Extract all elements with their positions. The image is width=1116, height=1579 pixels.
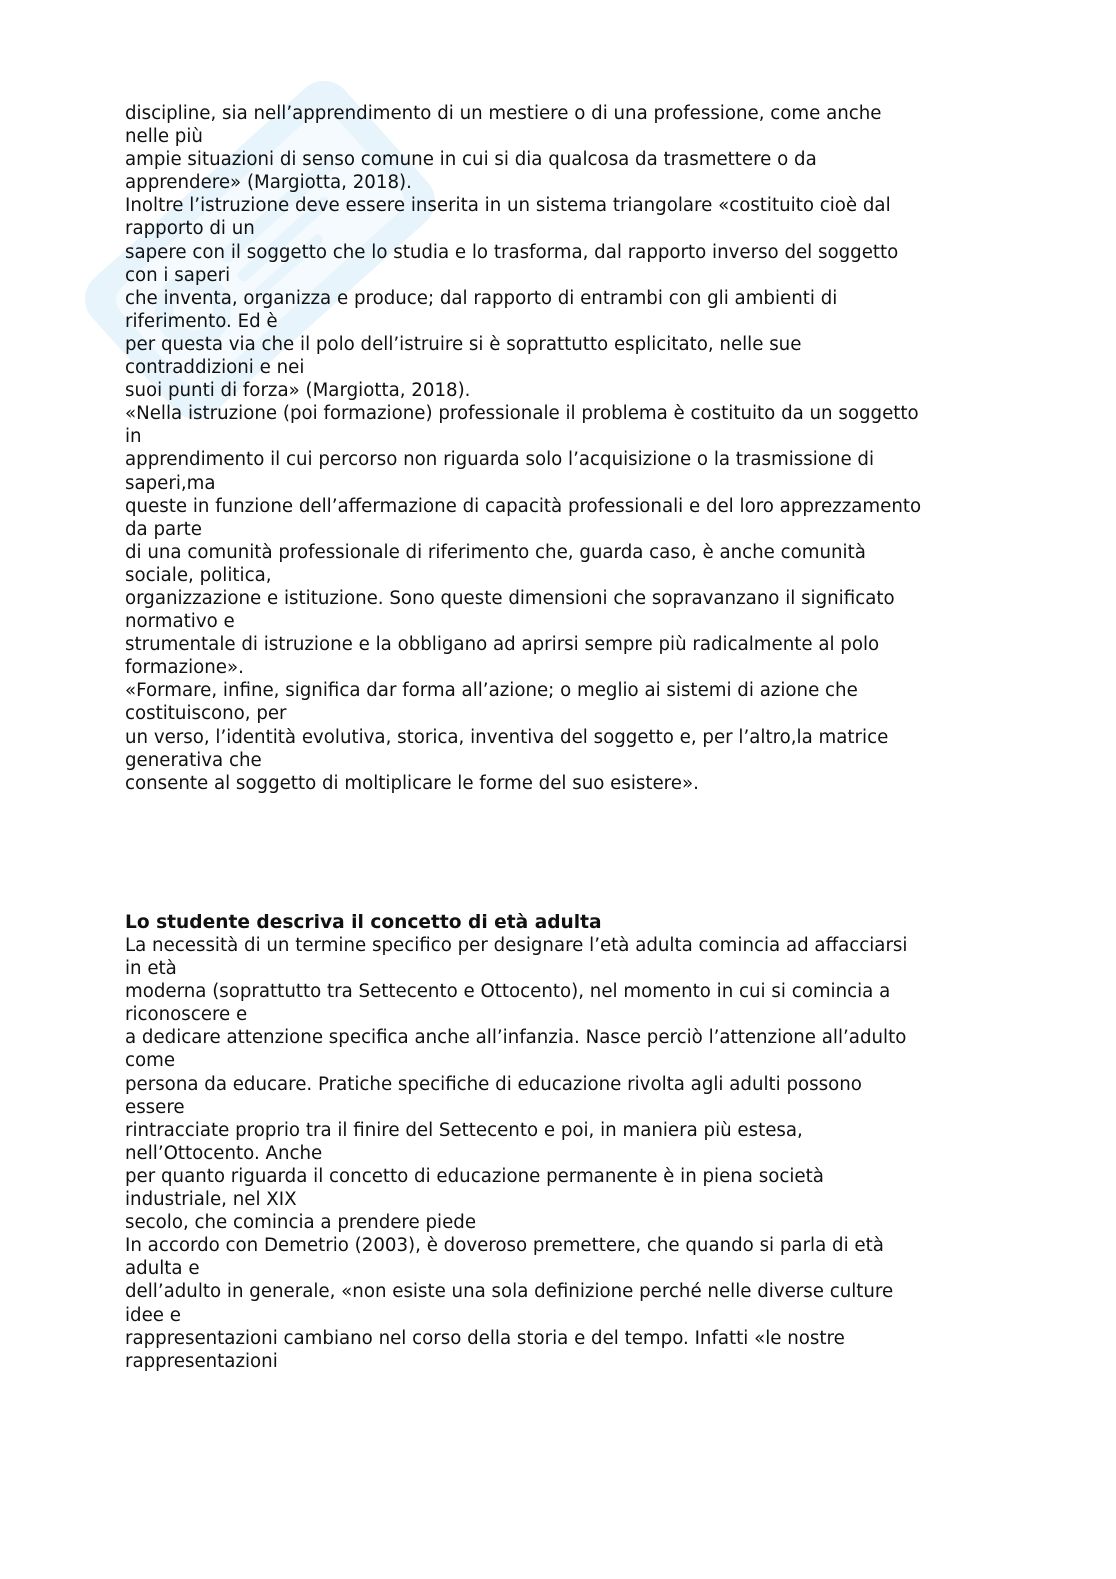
text-line: essere xyxy=(125,1096,185,1118)
text-line: in età xyxy=(125,958,177,980)
text-line: consente al soggetto di moltiplicare le forme del suo esistere». xyxy=(125,772,699,794)
text-line: formazione». xyxy=(125,657,244,679)
text-line: nell’Ottocento. Anche xyxy=(125,1142,323,1164)
text-line: un verso, l’identità evolutiva, storica, inventiva del soggetto e, per l’altro,la matrice xyxy=(125,726,889,748)
text-line: «Formare, infine, significa dar forma all’azione; o meglio ai sistemi di azione che xyxy=(125,680,858,702)
text-line: per quanto riguarda il concetto di educazione permanente è in piena società xyxy=(125,1165,824,1187)
text-line: da parte xyxy=(125,518,202,540)
text-line: come xyxy=(125,1050,176,1072)
body-text-block-2 xyxy=(125,934,1005,1373)
text-line: sociale, politica, xyxy=(125,564,272,586)
text-line: queste in funzione dell’affermazione di capacità professionali e del loro apprezzamento xyxy=(125,495,922,517)
text-line: a dedicare attenzione specifica anche all’infanzia. Nasce perciò l’attenzione all’adulto xyxy=(125,1027,907,1049)
text-line: adulta e xyxy=(125,1258,200,1280)
text-line: in xyxy=(125,426,142,448)
text-line: rintracciate proprio tra il finire del Settecento e poi, in maniera più estesa, xyxy=(125,1119,803,1141)
text-line: discipline, sia nell’apprendimento di un mestiere o di una professione, come anche xyxy=(125,103,882,124)
text-line: rappresentazioni xyxy=(125,1350,278,1372)
text-line: generativa che xyxy=(125,749,262,771)
text-line: ampie situazioni di senso comune in cui si dia qualcosa da trasmettere o da xyxy=(125,149,817,171)
text-line: apprendere» (Margiotta, 2018). xyxy=(125,172,412,194)
text-line: nelle più xyxy=(125,126,203,148)
section-heading: Lo studente descriva il concetto di età adulta xyxy=(125,912,602,933)
text-line: industriale, nel XIX xyxy=(125,1189,297,1211)
text-line: rappresentazioni cambiano nel corso della storia e del tempo. Infatti «le nostre xyxy=(125,1327,845,1349)
text-line: suoi punti di forza» (Margiotta, 2018). xyxy=(125,380,471,402)
text-line: costituiscono, per xyxy=(125,703,287,725)
text-line: idee e xyxy=(125,1304,181,1326)
text-line: In accordo con Demetrio (2003), è doveroso premettere, che quando si parla di età xyxy=(125,1235,884,1257)
text-line: organizzazione e istituzione. Sono queste dimensioni che sopravanzano il significato xyxy=(125,587,895,609)
text-line: secolo, che comincia a prendere piede xyxy=(125,1212,477,1234)
text-line: che inventa, organizza e produce; dal rapporto di entrambi con gli ambienti di xyxy=(125,287,838,309)
text-line: strumentale di istruzione e la obbligano ad aprirsi sempre più radicalmente al polo xyxy=(125,634,880,656)
text-line: riconoscere e xyxy=(125,1004,248,1026)
text-line: contraddizioni e nei xyxy=(125,357,305,379)
text-line: di una comunità professionale di riferimento che, guarda caso, è anche comunità xyxy=(125,541,866,563)
text-line: con i saperi xyxy=(125,264,231,286)
text-line: Inoltre l’istruzione deve essere inserita in un sistema triangolare «costituito cioè dal xyxy=(125,195,891,217)
text-line: moderna (soprattutto tra Settecento e Ottocento), nel momento in cui si comincia a xyxy=(125,981,891,1003)
text-line: riferimento. Ed è xyxy=(125,310,278,332)
text-line: saperi,ma xyxy=(125,472,216,494)
text-line: sapere con il soggetto che lo studia e lo trasforma, dal rapporto inverso del soggetto xyxy=(125,241,899,263)
body-text-block-1 xyxy=(125,102,1005,795)
text-line: apprendimento il cui percorso non riguarda solo l’acquisizione o la trasmissione di xyxy=(125,449,875,471)
text-line: «Nella istruzione (poi formazione) professionale il problema è costituito da un soggetto xyxy=(125,403,919,425)
text-line: dell’adulto in generale, «non esiste una sola definizione perché nelle diverse culture xyxy=(125,1281,894,1303)
text-line: per questa via che il polo dell’istruire si è soprattutto esplicitato, nelle sue xyxy=(125,333,802,355)
text-line: La necessità di un termine specifico per designare l’età adulta comincia ad affacciarsi xyxy=(125,935,908,956)
text-line: normativo e xyxy=(125,611,235,633)
text-line: persona da educare. Pratiche specifiche di educazione rivolta agli adulti possono xyxy=(125,1073,862,1095)
text-line: rapporto di un xyxy=(125,218,255,240)
